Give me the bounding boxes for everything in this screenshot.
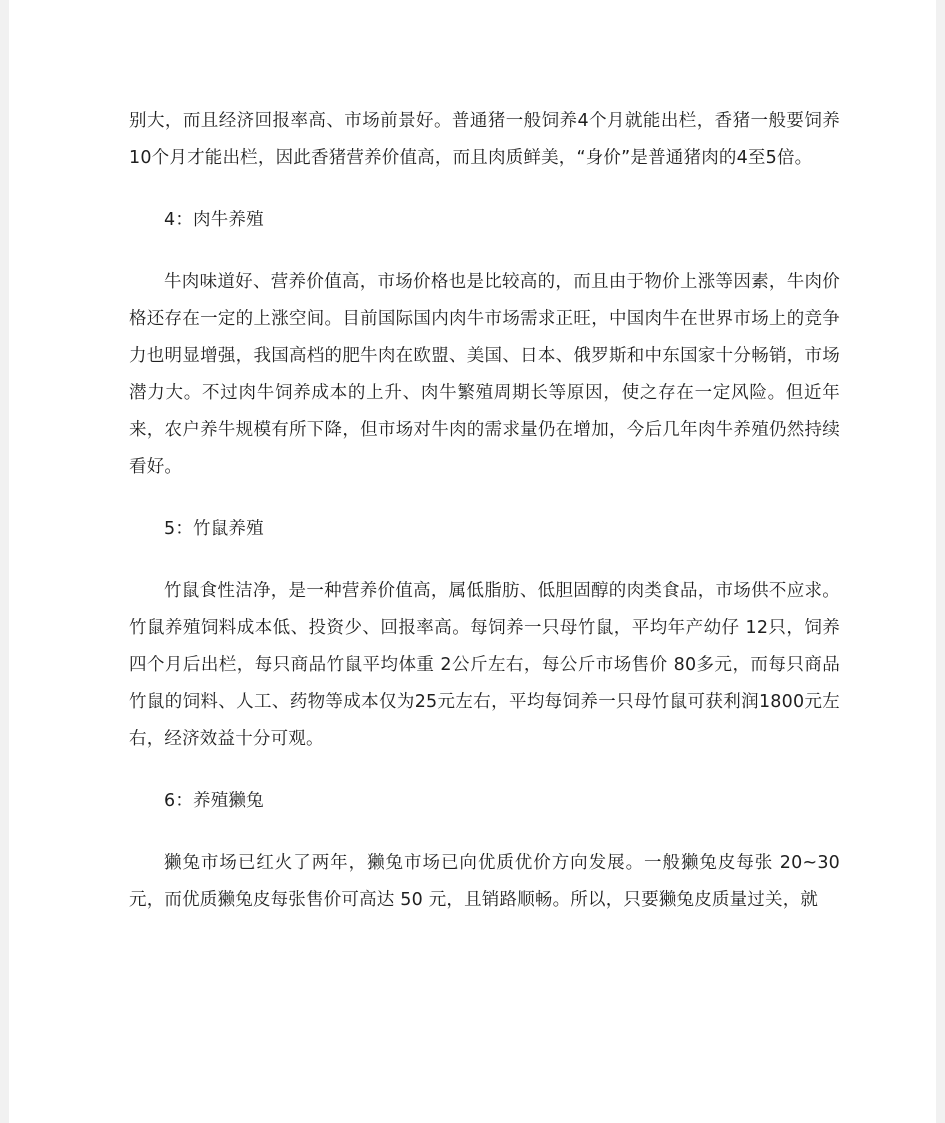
document-body [129, 103, 840, 944]
paragraph-pig-continuation: 别大，而且经济回报率高、市场前景好。普通猪一般饲养4个月就能出栏，香猪一般要饲养10个月才能出栏，因此香猪营养价值高，而且肉质鲜美，“身价”是普通猪肉的4至5倍。 [129, 111, 840, 168]
document-page [9, 0, 936, 1123]
heading-beef-cattle: 4：肉牛养殖 [164, 210, 264, 230]
heading-rex-rabbit: 6：养殖獭兔 [164, 791, 264, 811]
paragraph-bamboo-rat: 竹鼠食性洁净，是一种营养价值高，属低脂肪、低胆固醇的肉类食品，市场供不应求。竹鼠养殖饲料成本低、投资少、回报率高。每饲养一只母竹鼠，平均年产幼仔 12只，饲养四个月后出栏，每只商品竹鼠平均体重 2公斤左右，每公斤市场售价 80多元，而每只商品竹鼠的饲料、人工、药物等成本仅为25元左右，平均每饲养一只母竹鼠可获利润1800元左右，经济效益十分可观。 [129, 581, 840, 749]
paragraph-beef-cattle: 牛肉味道好、营养价值高，市场价格也是比较高的，而且由于物价上涨等因素，牛肉价格还存在一定的上涨空间。目前国际国内肉牛市场需求正旺，中国肉牛在世界市场上的竞争力也明显增强，我国高档的肥牛肉在欧盟、美国、日本、俄罗斯和中东国家十分畅销，市场潜力大。不过肉牛饲养成本的上升、肉牛繁殖周期长等原因，使之存在一定风险。但近年来，农户养牛规模有所下降，但市场对牛肉的需求量仍在增加，今后几年肉牛养殖仍然持续看好。 [129, 272, 840, 477]
paragraph-rex-rabbit: 獭兔市场已红火了两年，獭兔市场已向优质优价方向发展。一般獭兔皮每张 20~30元，而优质獭兔皮每张售价可高达 50 元，且销路顺畅。所以，只要獭兔皮质量过关，就 [129, 853, 840, 910]
heading-bamboo-rat: 5：竹鼠养殖 [164, 519, 264, 539]
